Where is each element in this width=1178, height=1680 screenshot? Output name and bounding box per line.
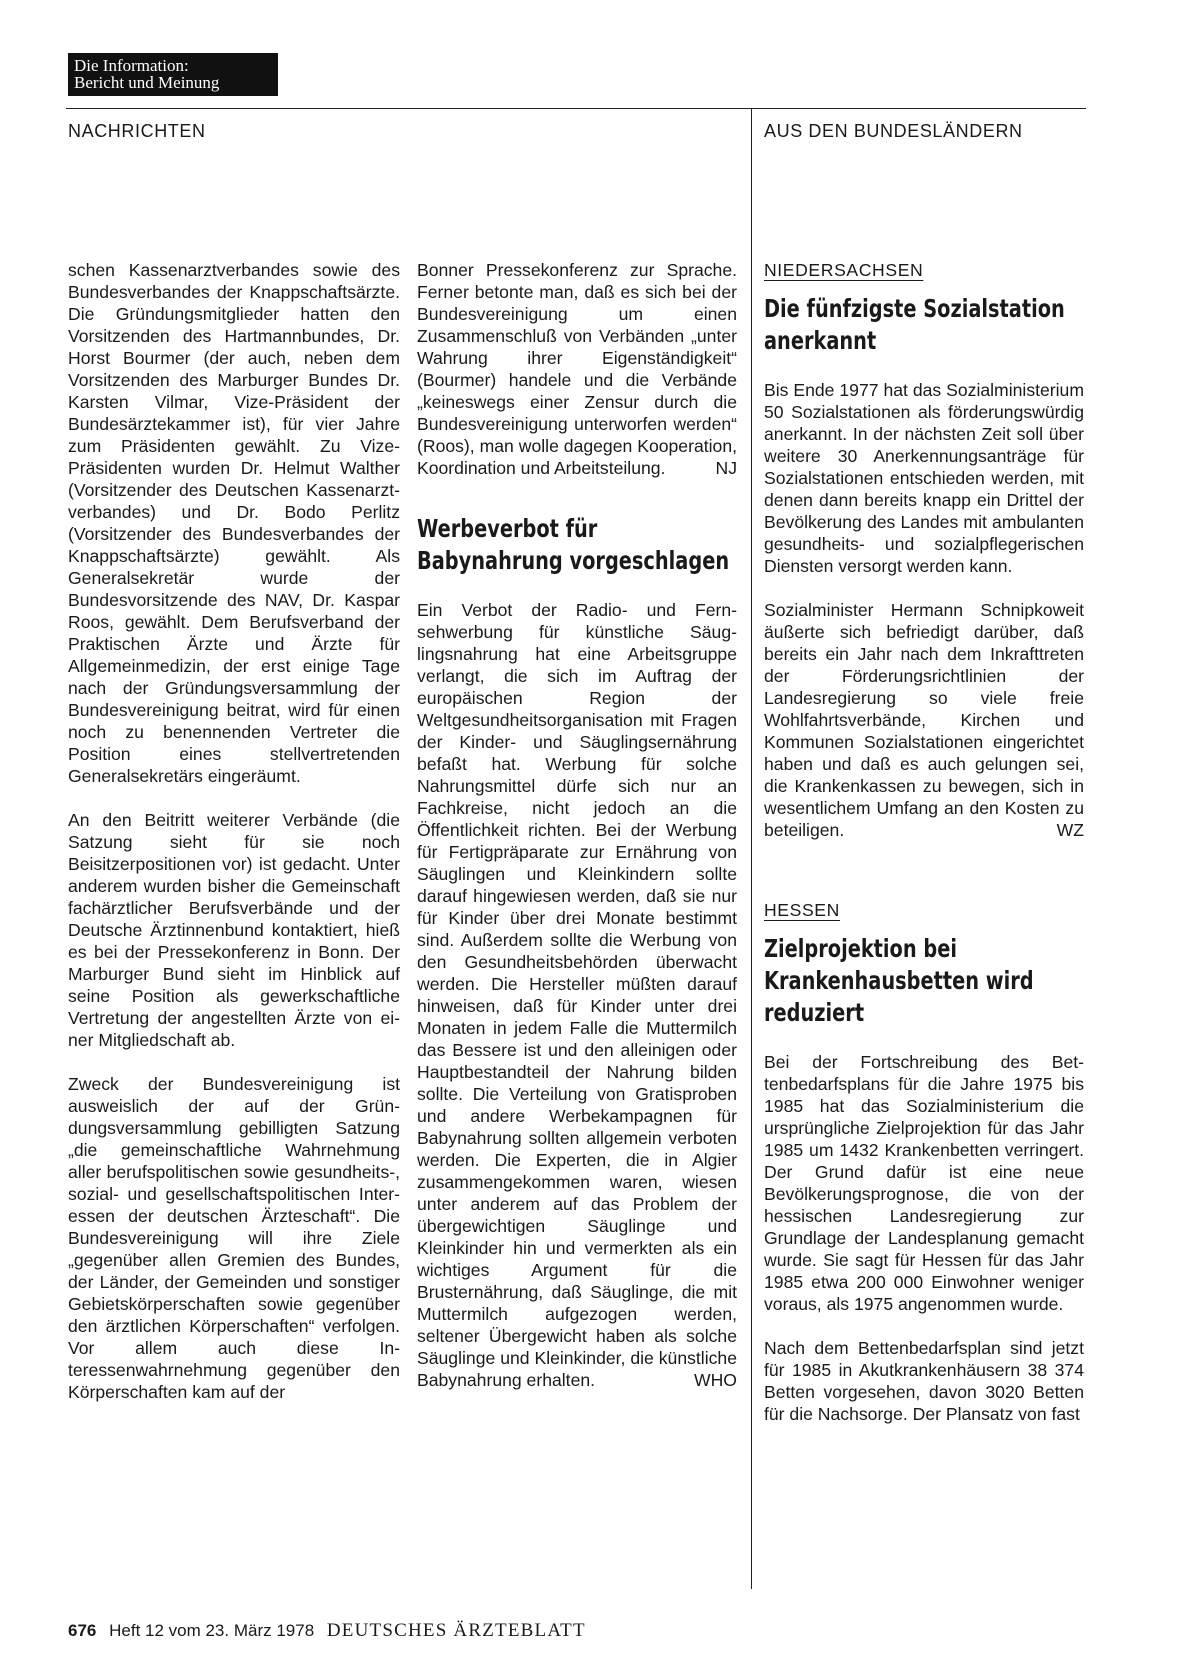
author-signature: WHO [694, 1370, 737, 1390]
paragraph: schen Kassenarztverbandes sowie des Bundesverbandes der Knappschaftsärzte. Die Gründungsmitglieder hatten den Vorsitzenden des Hartmannbundes, Dr. Horst Bourmer (der auch, neben dem Vorsitzenden des Marburger Bundes Dr. Karsten Vilmar, Vize-Präsident der Bundesärztekammer ist), für vier Jahre zum Präsidenten gewählt. Zu Vize-Präsidenten wurden Dr. Helmut Walther (Vorsitzender des Deutschen Kassenarztverbandes) und Dr. Bodo Perlitz (Vorsitzender des Bundesverbandes der Knappschaftsärzte) gewählt. Als Generalsekretär wurde der Bundesvorsitzende des NAV, Dr. Kaspar Roos, gewählt. Dem Berufsverband der Praktischen Ärzte und Ärzte für Allgemeinmedizin, der erst einige Tage nach der Gründungsversammlung der Bundesvereinigung beitrat, wird für einen noch zu benennenden Vertreter die Position eines stellvertretenden Generalsekretärs eingeräumt. [68, 260, 400, 786]
section-label-bundeslaender: AUS DEN BUNDESLÄNDERN [764, 121, 1023, 141]
paragraph: Bis Ende 1977 hat das Sozialministerium 50 Sozialstationen als förderungswürdig anerkannt. In der nächsten Zeit soll über weitere 30 Anerkennungsanträge für Sozialstationen entschieden werden, mit denen dann bereits knapp ein Drittel der Bevölkerung des Landes mit ambulanten gesundheits- und sozialpflegerischen Diensten versorgt werden kann. [764, 380, 1084, 576]
region-label-hessen: HESSEN [764, 900, 840, 920]
paragraph-text: Sozialminister Hermann Schnipkoweit äußerte sich befriedigt darüber, daß bereits ein Jahr nach dem Inkrafttreten der Förderungsrichtlinien der Landesregierung so viele freie Wohlfahrtsverbände, Kirchen und Kommunen Sozialstationen eingerichtet haben und daß es auch gelungen sei, die Krankenkassen zu bewegen, sich in wesentlichem Umfang an den Kosten zu beteiligen. [764, 600, 1084, 840]
article-headline-sozialstation: Die fünfzigste Sozialstation anerkannt [764, 294, 1065, 355]
author-signature: NJ [715, 458, 737, 478]
article-column-3 [764, 259, 1084, 1425]
paragraph-text: Ein Verbot der Radio- und Fernsehwerbung für künstliche Säuglingsnahrung hat eine Arbeitsgruppe verlangt, die sich im Auftrag der europäischen Region der Weltgesundheitsorganisation mit Fragen der Kinder- und Säuglingsernährung befaßt hat. Werbung für solche Nahrungsmittel dürfe sich nur an Fachkreise, nicht jedoch an die Öffentlichkeit richten. Bei der Werbung für Fertigpräparate zur Ernährung von Säuglingen und Kleinkindern sollte darauf hingewiesen werden, daß sie nur für Kinder über drei Monate bestimmt sind. Außerdem sollte die Werbung von den Gesundheitsbehörden überwacht werden. Die Hersteller müßten darauf hinweisen, daß für Kinder unter drei Monaten in jedem Falle die Muttermilch das Bessere ist und den alleinigen oder Hauptbestandteil der Nahrung bilden sollte. Die Verteilung von Gratisproben und andere Werbekampagnen für Babynahrung sollten allgemein verboten werden. Die Experten, die in Algier zusammengekommen waren, wiesen unter anderem auf das Problem der übergewichtigen Säuglinge und Kleinkinder hin und vermerkten als ein wichtiges Argument für die Brusternährung, daß Säuglinge, die mit Muttermilch aufgezogen werden, seltener Übergewicht haben als solche Säuglinge und Kleinkinder, die künstliche Babynahrung erhalten. [417, 600, 737, 1390]
rubric-badge-line2: Bericht und Meinung [74, 73, 220, 92]
paragraph [764, 599, 1084, 841]
paragraph [417, 599, 737, 1391]
column-divider [751, 108, 752, 1589]
article-column-1 [68, 259, 400, 1403]
page-number: 676 [68, 1621, 97, 1640]
paragraph-text: Bonner Pressekonferenz zur Sprache. Ferner betonte man, daß es sich bei der Bundesvereinigung um einen Zusammenschluß von Verbänden „unter Wahrung ihrer Eigenständigkeit“ (Bourmer) handele und die Verbände „keineswegs einer Zensur durch die Bundesvereinigung unterworfen werden“ (Roos), man wolle dagegen Kooperation, Koordination und Arbeitsteilung. [417, 260, 737, 478]
paragraph: Zweck der Bundesvereinigung ist ausweislich der auf der Gründungsversammlung gebilligten Satzung „die gemeinschaftliche Wahrnehmung aller berufspolitischen sowie gesundheits-, sozial- und gesellschaftspolitischen Interessen der deutschen Ärzteschaft“. Die Bundesvereinigung will ihre Ziele „gegenüber allen Gremien des Bundes, der Länder, der Gemeinden und sonstiger Gebietskörperschaften sowie gegenüber den ärztlichen Körperschaften“ verfolgen. Vor allem auch diese Interessenwahrnehmung gegenüber den Körperschaften kam auf der [68, 1074, 400, 1402]
page-footer [68, 1620, 586, 1642]
paragraph: Bei der Fortschreibung des Bettenbedarfsplans für die Jahre 1975 bis 1985 hat das Sozialministerium die ursprüngliche Zielprojektion für das Jahr 1985 um 1432 Krankenbetten verringert. Der Grund dafür ist eine neue Bevölkerungsprognose, die von der hessischen Landesregierung zur Grundlage der Landesplanung gemacht wurde. Sie sagt für Hessen für das Jahr 1985 etwa 200 000 Einwohner weniger voraus, als 1975 angenommen wurde. [764, 1052, 1084, 1314]
author-signature: WZ [1056, 820, 1084, 840]
issue-info: Heft 12 vom 23. März 1978 [109, 1621, 315, 1640]
top-rule [66, 108, 1086, 109]
section-label-nachrichten: NACHRICHTEN [68, 121, 206, 141]
article-headline-krankenhausbetten: Zielprojektion bei Krankenhausbetten wird reduziert [764, 934, 1034, 1027]
article-column-2 [417, 259, 737, 1391]
rubric-badge-line1: Die Information: [74, 56, 189, 75]
article-headline-babynahrung: Werbeverbot für Babynahrung vorgeschlagen [417, 514, 730, 575]
paragraph [417, 259, 737, 479]
magazine-title: DEUTSCHES ÄRZTEBLATT [326, 1620, 586, 1641]
paragraph: Nach dem Bettenbedarfsplan sind jetzt für 1985 in Akutkrankenhäusern 38 374 Betten vorgesehen, davon 3020 Betten für die Nachsorge. Der Plansatz von fast [764, 1338, 1084, 1424]
region-label-niedersachsen: NIEDERSACHSEN [764, 260, 924, 280]
rubric-badge [68, 53, 278, 96]
paragraph: An den Beitritt weiterer Verbände (die Satzung sieht für sie noch Beisitzerpositionen vor) ist gedacht. Unter anderem wurden bisher die Gemeinschaft fachärztlicher Berufsverbände und der Deutsche Ärztinnenbund kontaktiert, hieß es bei der Pressekonferenz in Bonn. Der Marburger Bund sieht im Hinblick auf seine Position als gewerkschaftliche Vertretung der angestellten Ärzte von einer Mitgliedschaft ab. [68, 810, 400, 1050]
